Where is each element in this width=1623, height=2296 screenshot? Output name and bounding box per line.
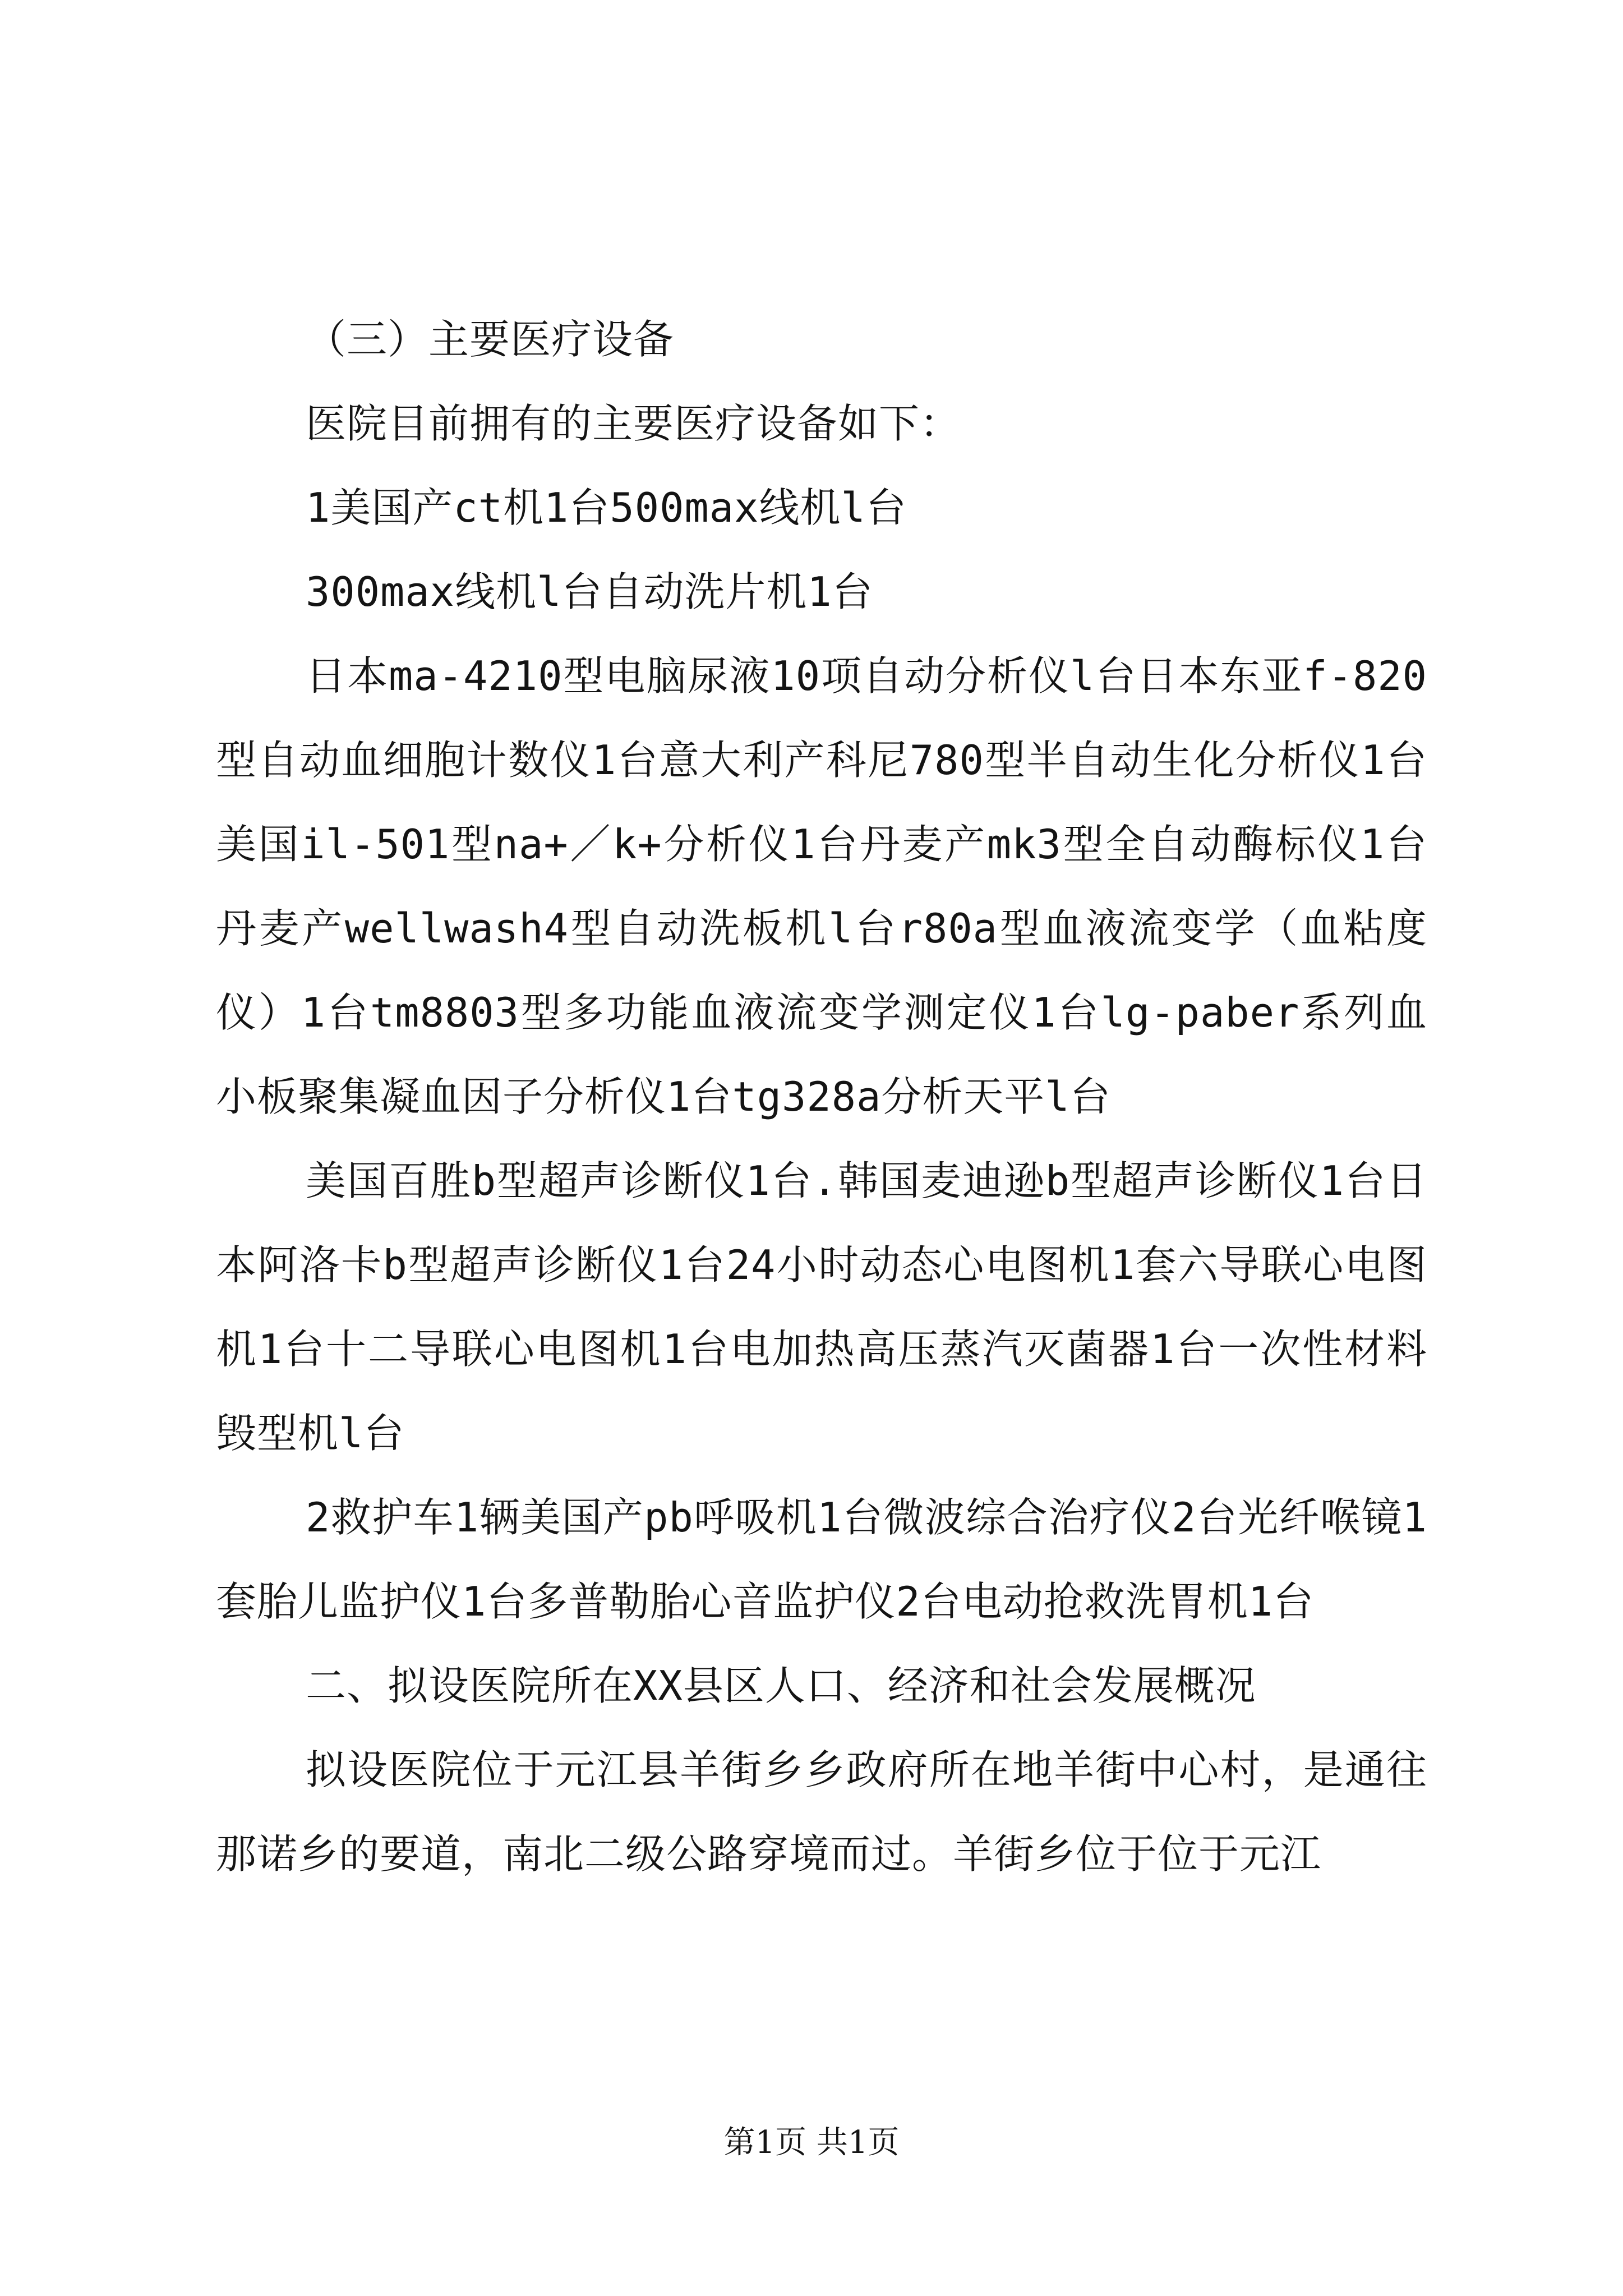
paragraph-equipment-2: 300max线机l台自动洗片机1台 [306,568,873,615]
paragraph-intro: 医院目前拥有的主要医疗设备如下： [306,400,961,447]
paragraph-lab-equipment: 日本ma-4210型电脑尿液10项自动分析仪l台日本东亚f-820型自动血细胞计数仪1台意大利产科尼780型半自动生化分析仪1台美国il-501型na+／k+分析仪1台丹麦产mk3型全自动酶标仪1台丹麦产wellwash4型自动洗板机l台r80a型血液流变学（血粘度仪）1台tm8803型多功能血液流变学测定仪1台lg-paber系列血小板聚集凝血因子分析仪1台tg328a分析天平l台 [216,652,1427,1120]
paragraph-equipment-1: 1美国产ct机1台500max线机l台 [306,484,907,531]
document-body [216,297,1427,1896]
paragraph-imaging-equipment: 美国百胜b型超声诊断仪1台.韩国麦迪逊b型超声诊断仪1台日本阿洛卡b型超声诊断仪1台24小时动态心电图机1套六导联心电图机1台十二导联心电图机1台电加热高压蒸汽灭菌器1台一次性材料毁型机l台 [216,1157,1427,1457]
section-heading-overview: 二、拟设医院所在XX县区人口、经济和社会发展概况 [306,1662,1256,1709]
page-footer: 第1页 共1页 [723,2124,900,2161]
paragraph-location: 拟设医院位于元江县羊街乡乡政府所在地羊街中心村，是通往那诺乡的要道，南北二级公路穿境而过。羊街乡位于位于元江 [216,1746,1427,1878]
paragraph-emergency-equipment: 2救护车1辆美国产pb呼吸机1台微波综合治疗仪2台光纤喉镜1套胎儿监护仪1台多普勒胎心音监护仪2台电动抢救洗胃机1台 [216,1494,1427,1625]
section-heading-equipment: （三）主要医疗设备 [306,316,675,363]
